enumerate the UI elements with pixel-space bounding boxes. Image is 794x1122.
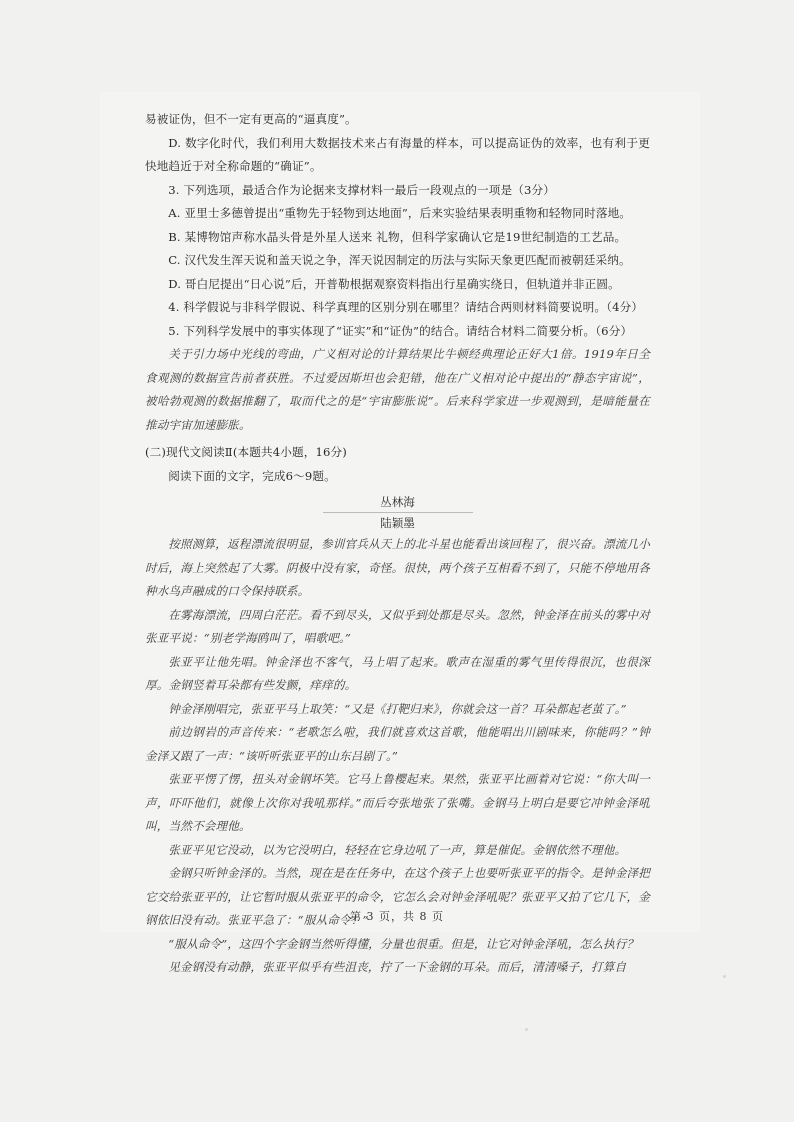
scan-smudge	[723, 975, 726, 978]
option-a: A. 亚里士多德曾提出“重物先于轻物到达地面”，后来实验结果表明重物和轻物同时落地。	[168, 206, 632, 220]
text-line: 易被证伪，但不一定有更高的“逼真度”。	[145, 112, 357, 126]
story-paragraph: 在雾海漂流，四周白茫茫。看不到尽头，又似乎到处都是尽头。忽然，钟金泽在前头的雾中对张亚平说：“别老学海鸥叫了，唱歌吧。”	[145, 607, 650, 645]
question-4: 4. 科学假说与非科学假说、科学真理的区别分别在哪里？请结合两则材料简要说明。（4分）	[168, 300, 644, 314]
scan-smudge	[525, 1028, 528, 1031]
story-paragraph: 钟金泽刚唱完，张亚平马上取笑：“又是《打靶归来》，你就会这一首？耳朵都起老茧了。”	[168, 701, 627, 716]
story-paragraph: “服从命令”，这四个字金钢当然听得懂，分量也很重。但是，让它对钟金泽吼，怎么执行？	[168, 936, 639, 951]
option-d: D. 数字化时代，我们利用大数据技术来占有海量的样本，可以提高证伪的效率，也有利于更快地趋近于对全称命题的“确证”。	[145, 135, 650, 173]
question-3: 3. 下列选项，最适合作为论据来支撑材料一最后一段观点的一项是（3分）	[168, 182, 555, 197]
page-footer: 第 3 页，共 8 页	[350, 910, 444, 923]
option-c: C. 汉代发生浑天说和盖天说之争，浑天说因制定的历法与实际天象更匹配而被朝廷采纳。	[168, 253, 631, 267]
story-paragraph: 张亚平愣了愣，扭头对金钢坏笑。它马上鲁樱起来。果然，张亚平比画着对它说：“你大叫一声，吓吓他们，就像上次你对我吼那样。”而后夸张地张了张嘴。金钢马上明白是要它冲钟金泽吼叫，当然不会理他。	[145, 772, 650, 833]
story-paragraph: 前边钢岩的声音传来：“老歌怎么啦，我们就喜欢这首歌，他能唱出川剧味来，你能吗？”钟金泽又跟了一声：“该听听张亚平的山东吕剧了。”	[145, 725, 650, 763]
story-author: 陆颖墨	[380, 516, 415, 530]
section-heading: (二)现代文阅读Ⅱ(本题共4小题，16分)	[145, 445, 347, 459]
story-paragraph: 张亚平让他先唱。钟金泽也不客气，马上唱了起来。歌声在湿重的雾气里传得很沉，也很深厚。金钢竖着耳朵都有些发颤，痒痒的。	[145, 654, 650, 692]
page-content	[145, 108, 650, 980]
story-paragraph: 见金钢没有动静，张亚平似乎有些沮丧，拧了一下金钢的耳朵。而后，清清嗓子，打算自	[168, 960, 627, 974]
question-5: 5. 下列科学发展中的事实体现了“证实”和“证伪”的结合。请结合材料二简要分析。（6分）	[168, 323, 633, 338]
story-paragraph: 张亚平见它没动，以为它没明白，轻轻在它身边吼了一声，算是催促。金钢依然不理他。	[168, 842, 627, 857]
option-b: B. 某博物馆声称水晶头骨是外星人送来 礼物，但科学家确认它是19世纪制造的工艺品。	[168, 229, 627, 244]
option-d2: D. 哥白尼提出“日心说”后，开普勒根据观察资料指出行星确实绕日，但轨道并非正圆。	[168, 276, 620, 291]
handwritten-passage: 关于引力场中光线的弯曲，广义相对论的计算结果比牛顿经典理论正好大1倍。1919年日全食观测的数据宣告前者获胜。不过爱因斯坦也会犯错，他在广义相对论中提出的“静态宇宙说”，被哈勃观测的数据推翻了，取而代之的是“宇宙膨胀说”。后来科学家进一步观测到，是暗能量在推动宇宙加速膨胀。	[145, 347, 650, 432]
story-title: 丛林海	[380, 495, 415, 509]
reading-instruction: 阅读下面的文字，完成6～9题。	[168, 468, 336, 483]
story-paragraph: 按照测算，返程漂流很明显，参训官兵从天上的北斗星也能看出该回程了，很兴奋。漂流几小时后，海上突然起了大雾。阴极中没有家，奇怪。很快，两个孩子互相看不到了，只能不停地用各种水鸟声融成的口令保持联系。	[145, 537, 650, 598]
story-paragraph: 金钢只听钟金泽的。当然，现在是在任务中，在这个孩子上也要听张亚平的指令。是钟金泽把它交给张亚平的，让它暂时服从张亚平的命令，它怎么会对钟金泽吼呢？张亚平又拍了它几下，金钢依旧没有动。张亚平急了：“服从命令！”	[145, 866, 650, 927]
